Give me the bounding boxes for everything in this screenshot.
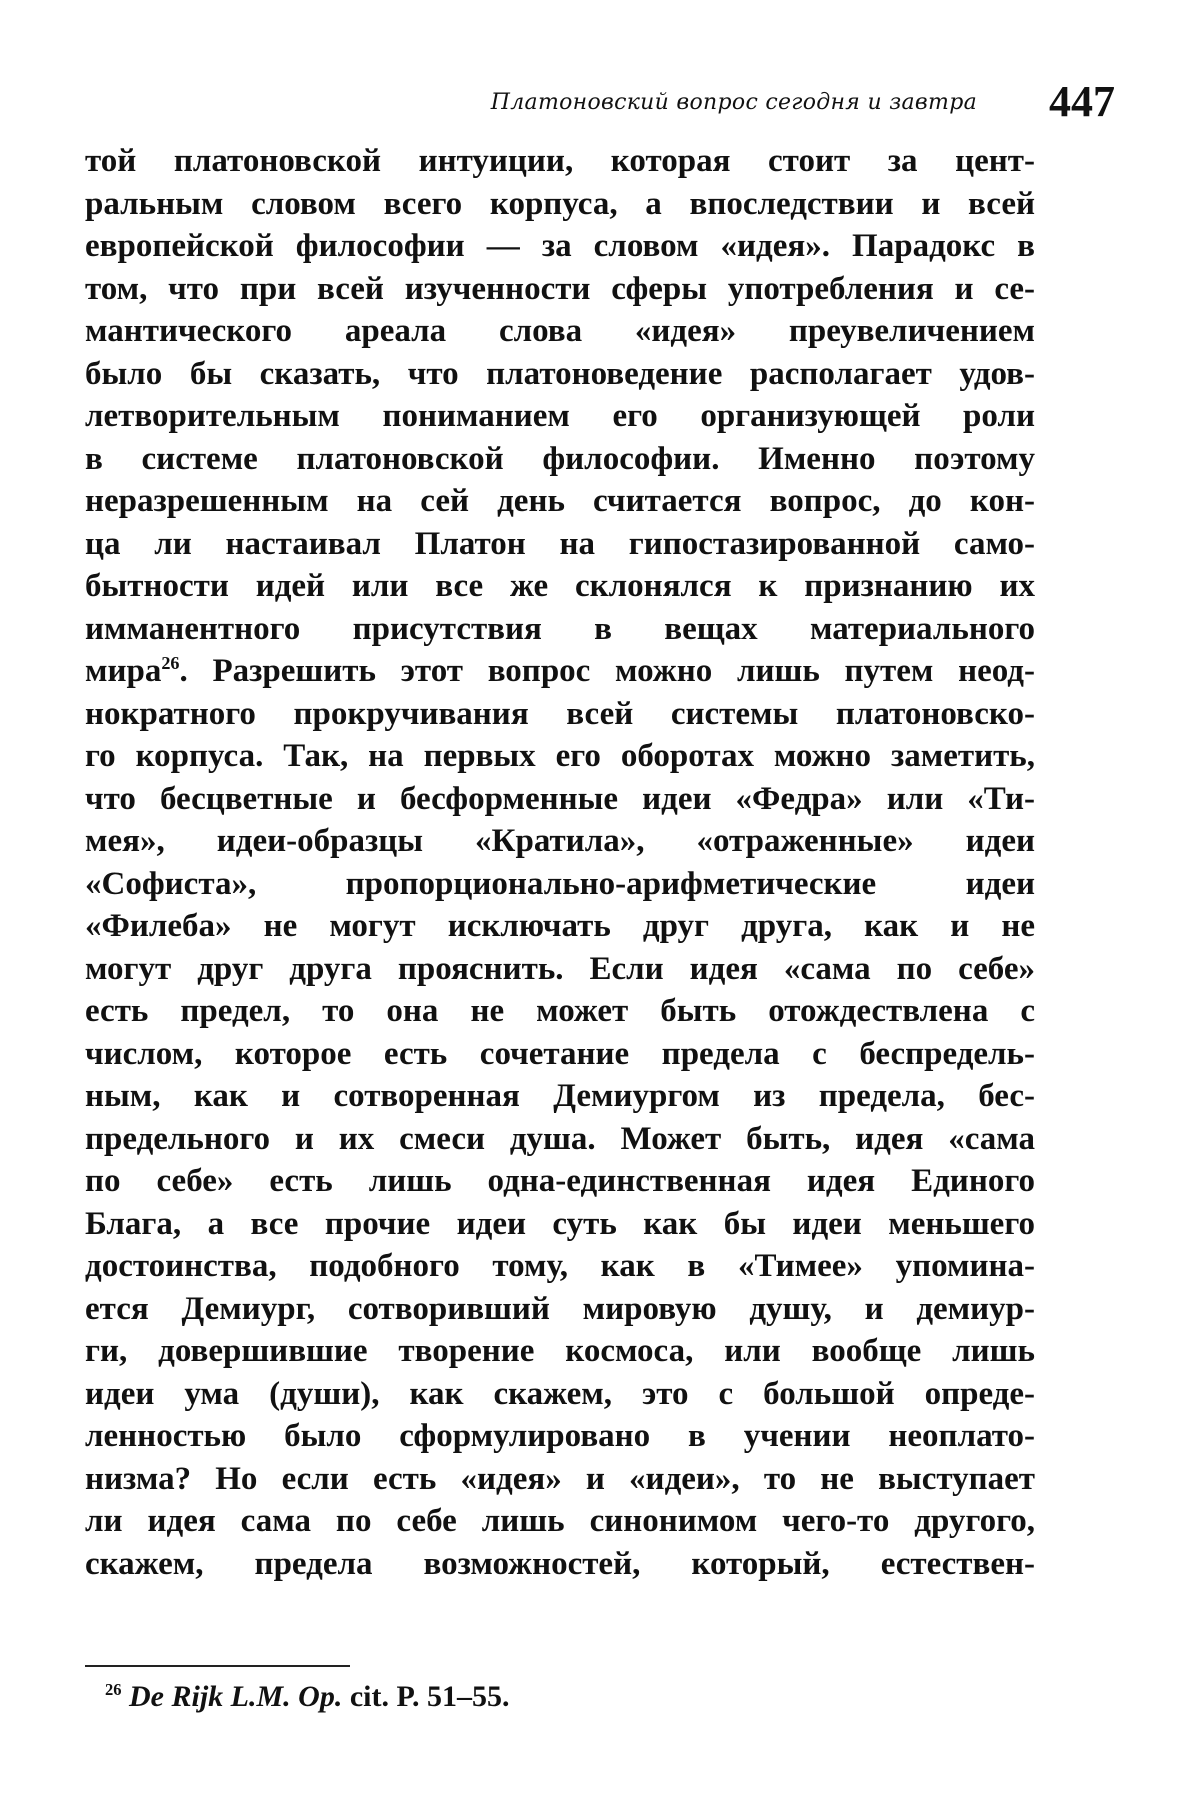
footnote-divider (85, 1665, 350, 1667)
text-line: мея», идеи-образцы «Кратила», «отраженные» идеи (85, 823, 1035, 859)
main-text (85, 140, 1035, 1585)
text-line: достоинства, подобного тому, как в «Тимее» упомина- (85, 1248, 1035, 1284)
text-line: было бы сказать, что платоноведение располагает удов- (85, 355, 1035, 392)
text-line: есть предел, то она не может быть отождествлена с (85, 993, 1035, 1029)
text-line: скажем, предела возможностей, который, естествен- (85, 1545, 1035, 1582)
text-line: ца ли настаивал Платон на гипостазированной само- (85, 525, 1035, 562)
text-line-with-footnote-ref (85, 650, 1035, 693)
text-line: в системе платоновской философии. Именно поэтому (85, 440, 1035, 477)
text-line: идеи ума (души), как скажем, это с большой опреде- (85, 1375, 1035, 1412)
text-line: «Софиста», пропорционально-арифметические идеи (85, 865, 1035, 902)
text-line: имманентного присутствия в вещах материального (85, 610, 1035, 647)
text-line: ли идея сама по себе лишь синонимом чего-то другого, (85, 1503, 1035, 1539)
running-header (85, 77, 1115, 126)
text-line: мантического ареала слова «идея» преувеличением (85, 313, 1035, 349)
text-line: предельного и их смеси душа. Может быть, идея «сама (85, 1120, 1035, 1157)
footnote-citation: cit. P. 51–55. (349, 1680, 510, 1713)
text-line: Блага, а все прочие идеи суть как бы идеи меньшего (85, 1205, 1035, 1242)
text-line: том, что при всей изученности сферы употребления и се- (85, 270, 1035, 307)
text-line: могут друг друга прояснить. Если идея «сама по себе» (85, 950, 1035, 987)
page-number: 447 (1049, 77, 1115, 126)
footnote (105, 1680, 510, 1714)
running-title: Платоновский вопрос сегодня и завтра (490, 90, 977, 115)
text-line: числом, которое есть сочетание предела с беспредель- (85, 1035, 1035, 1072)
text-line: неразрешенным на сей день считается вопрос, до кон- (85, 483, 1035, 519)
footnote-marker: 26 (105, 1680, 122, 1699)
text-line: го корпуса. Так, на первых его оборотах можно заметить, (85, 738, 1035, 774)
footnote-reference: 26 (161, 653, 180, 673)
text-line: по себе» есть лишь одна-единственная идея Единого (85, 1163, 1035, 1199)
text-line: что бесцветные и бесформенные идеи «Федра» или «Ти- (85, 780, 1035, 817)
line-start: мира (85, 653, 162, 689)
text-line: ленностью было сформулировано в учении неоплато- (85, 1418, 1035, 1454)
text-line: ральным словом всего корпуса, а впоследствии и всей (85, 185, 1035, 222)
text-line: ется Демиург, сотворивший мировую душу, и демиур- (85, 1290, 1035, 1327)
text-line: той платоновской интуиции, которая стоит за цент- (85, 143, 1035, 179)
text-line: бытности идей или все же склонялся к признанию их (85, 568, 1035, 604)
footnote-author: De Rijk L.M. (129, 1680, 291, 1713)
line-end: . Разрешить этот вопрос можно лишь путем неод- (179, 653, 1035, 689)
text-line: нократного прокручивания всей системы платоновско- (85, 695, 1035, 732)
text-line: ги, довершившие творение космоса, или вообще лишь (85, 1333, 1035, 1369)
text-line: «Филеба» не могут исключать друг друга, как и не (85, 908, 1035, 944)
text-line: ным, как и сотворенная Демиургом из предела, бес- (85, 1078, 1035, 1114)
text-line: летворительным пониманием его организующей роли (85, 398, 1035, 434)
footnote-op: Op. (298, 1680, 343, 1713)
text-line: европейской философии — за словом «идея». Парадокс в (85, 228, 1035, 264)
text-line: низма? Но если есть «идея» и «идеи», то не выступает (85, 1460, 1035, 1497)
